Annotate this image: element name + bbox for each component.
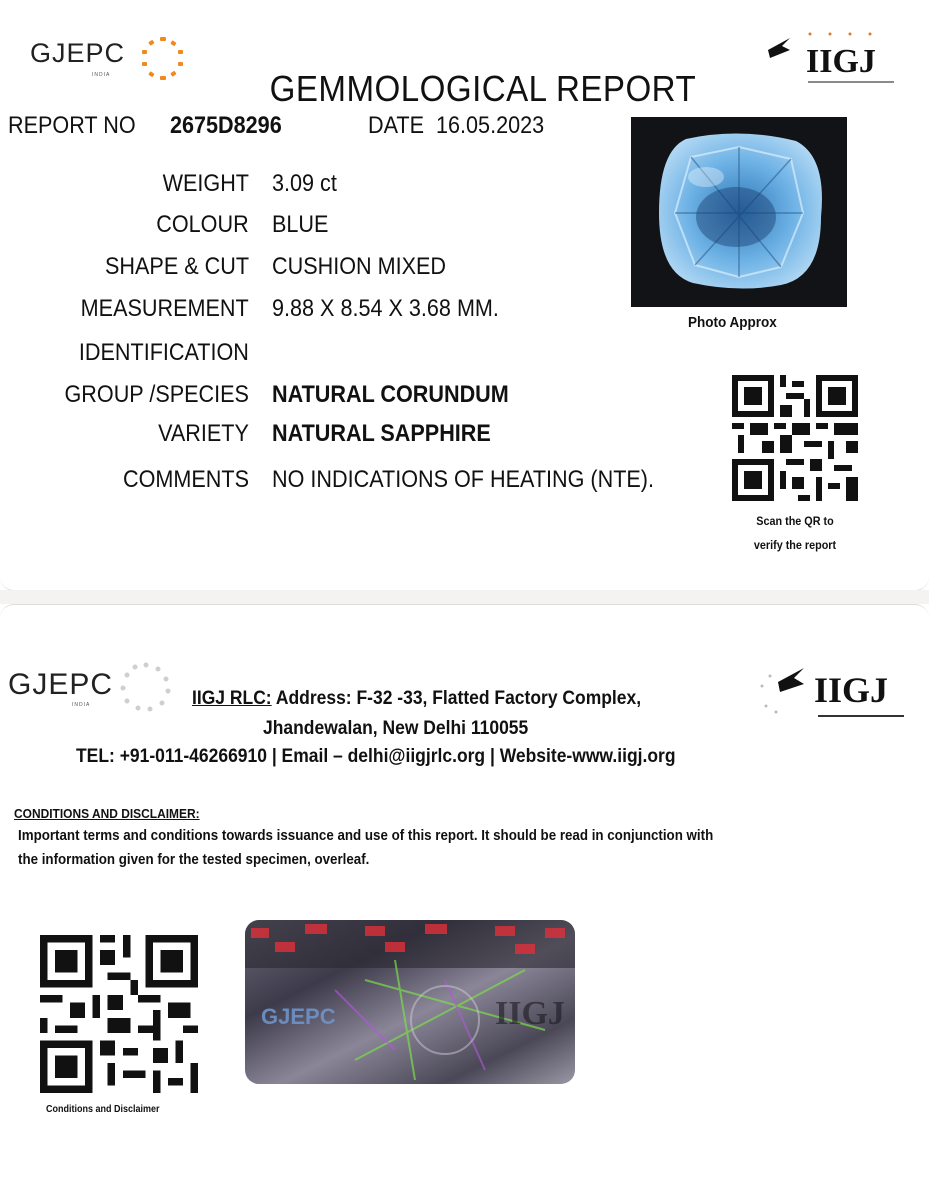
qr-conditions-caption: Conditions and Disclaimer: [46, 1104, 160, 1115]
security-hologram: [245, 920, 575, 1084]
colour-label: COLOUR: [156, 211, 249, 238]
measurement-label: MEASUREMENT: [80, 295, 249, 322]
gjepc-logo-subtitle: INDIA: [92, 72, 111, 78]
conditions-title: CONDITIONS AND DISCLAIMER:: [14, 806, 200, 821]
gjepc-logo: GJEPC: [30, 38, 126, 68]
iigj-logo-back: [748, 656, 908, 722]
group-species-label: GROUP /SPECIES: [64, 381, 249, 408]
address-line1: IIGJ RLC: Address: F-32 -33, Flatted Factory Complex,: [192, 688, 642, 709]
gemstone-photo: [631, 117, 847, 307]
report-title: GEMMOLOGICAL REPORT: [269, 68, 697, 109]
gjepc-logo-back-subtitle: INDIA: [72, 702, 91, 708]
sunburst-icon-back: [118, 660, 174, 714]
qr-caption-line2: verify the report: [753, 538, 837, 552]
shape-cut-value: CUSHION MIXED: [272, 253, 447, 280]
weight-label: WEIGHT: [162, 170, 249, 197]
contact-line: TEL: +91-011-46266910 | Email – delhi@iigjrlc.org | Website-www.iigj.org: [76, 746, 676, 767]
colour-value: BLUE: [272, 211, 329, 238]
gjepc-logo-back: GJEPC: [8, 668, 114, 701]
measurement-value: 9.88 X 8.54 X 3.68 MM.: [272, 295, 499, 322]
date-label: DATE 16.05.2023: [368, 112, 545, 139]
card-separator: [0, 590, 929, 604]
report-no-label: REPORT NO: [8, 112, 136, 139]
address-label: IIGJ RLC:: [192, 688, 272, 709]
shape-cut-label: SHAPE & CUT: [104, 253, 249, 280]
svg-text:GJEPC: GJEPC: [261, 1004, 336, 1029]
svg-text:IIGJ: IIGJ: [814, 670, 889, 710]
identification-label: IDENTIFICATION: [78, 339, 249, 366]
variety-value: NATURAL SAPPHIRE: [272, 420, 491, 447]
group-species-value: NATURAL CORUNDUM: [272, 381, 509, 408]
photo-caption: Photo Approx: [688, 314, 777, 331]
comments-value: NO INDICATIONS OF HEATING (NTE).: [272, 466, 655, 493]
svg-text:IIGJ: IIGJ: [495, 995, 565, 1032]
address-line2: Jhandewalan, New Delhi 110055: [263, 718, 529, 739]
date-value: 16.05.2023: [436, 112, 545, 139]
svg-text:IIGJ: IIGJ: [806, 43, 876, 80]
conditions-text-line2: the information given for the tested specimen, overleaf.: [18, 852, 370, 868]
report-front-card: [0, 0, 929, 591]
weight-value: 3.09 ct: [272, 170, 337, 197]
variety-label: VARIETY: [158, 420, 249, 447]
comments-label: COMMENTS: [123, 466, 249, 493]
conditions-text-line1: Important terms and conditions towards issuance and use of this report. It should be read in conjunction with: [18, 828, 714, 844]
report-no-value: 2675D8296: [170, 112, 282, 139]
qr-code-conditions[interactable]: [40, 934, 198, 1094]
qr-code-verify[interactable]: [732, 374, 858, 502]
qr-caption-line1: Scan the QR to: [756, 514, 834, 528]
